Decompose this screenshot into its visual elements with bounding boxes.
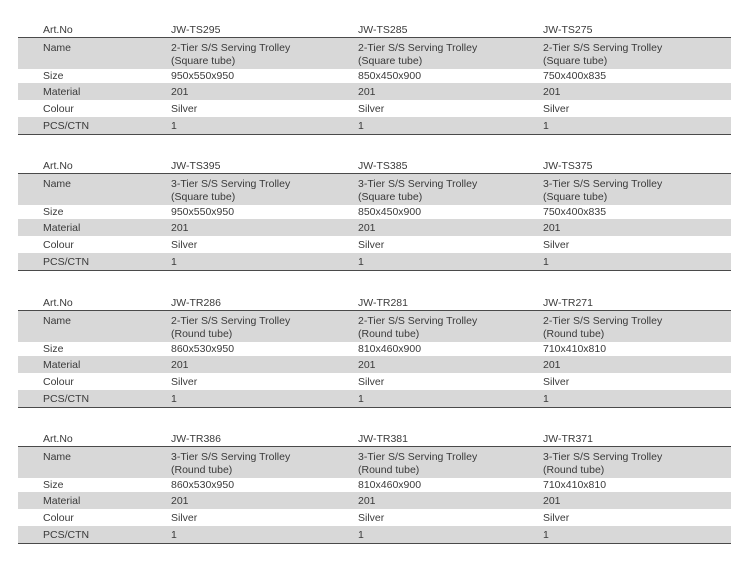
row-size (18, 478, 731, 492)
art-no-value: JW-TR271 (543, 297, 593, 309)
product-name-line1: 2-Tier S/S Serving Trolley (358, 42, 478, 54)
label-size: Size (43, 206, 64, 218)
product-name (358, 178, 477, 204)
art-no-value: JW-TS285 (358, 24, 408, 36)
product-name (171, 315, 290, 341)
row-pcs-ctn (18, 390, 731, 408)
product-name-line2: (Round tube) (171, 464, 233, 476)
pcs-ctn-value: 1 (358, 393, 364, 405)
art-no-value: JW-TS395 (171, 160, 221, 172)
label-material: Material (43, 359, 81, 371)
size-value: 950x550x950 (171, 70, 235, 82)
art-no-value: JW-TR371 (543, 433, 593, 445)
product-name (358, 451, 477, 477)
label-name: Name (43, 451, 72, 463)
size-value: 850x450x900 (358, 70, 422, 82)
size-value: 750x400x835 (543, 206, 607, 218)
material-value: 201 (171, 86, 189, 98)
product-name-line1: 3-Tier S/S Serving Trolley (171, 178, 291, 190)
label-colour: Colour (43, 376, 74, 388)
pcs-ctn-value: 1 (171, 256, 177, 268)
label-material: Material (43, 86, 81, 98)
label-art-no: Art.No (43, 24, 73, 36)
label-art-no: Art.No (43, 297, 73, 309)
art-no-value: JW-TR381 (358, 433, 408, 445)
size-value: 850x450x900 (358, 206, 422, 218)
label-name: Name (43, 315, 72, 327)
art-no-value: JW-TS275 (543, 24, 593, 36)
product-name-line1: 2-Tier S/S Serving Trolley (543, 42, 663, 54)
label-art-no: Art.No (43, 433, 73, 445)
row-colour (18, 373, 731, 390)
colour-value: Silver (358, 376, 385, 388)
product-name-line2: (Square tube) (358, 55, 423, 67)
product-name (171, 178, 290, 204)
art-no-value: JW-TS295 (171, 24, 221, 36)
product-name-line2: (Round tube) (171, 328, 233, 340)
art-no-value: JW-TS375 (543, 160, 593, 172)
row-art-no (18, 159, 731, 174)
pcs-ctn-value: 1 (543, 393, 549, 405)
product-name-line1: 3-Tier S/S Serving Trolley (171, 451, 291, 463)
size-value: 950x550x950 (171, 206, 235, 218)
pcs-ctn-value: 1 (543, 120, 549, 132)
pcs-ctn-value: 1 (543, 256, 549, 268)
product-name-line1: 3-Tier S/S Serving Trolley (358, 178, 478, 190)
label-pcs-ctn: PCS/CTN (43, 529, 90, 541)
pcs-ctn-value: 1 (171, 120, 177, 132)
product-name-line2: (Round tube) (358, 464, 420, 476)
material-value: 201 (171, 359, 189, 371)
label-name: Name (43, 42, 72, 54)
product-name-line1: 2-Tier S/S Serving Trolley (171, 42, 291, 54)
row-name (18, 311, 731, 342)
size-value: 750x400x835 (543, 70, 607, 82)
material-value: 201 (543, 86, 561, 98)
label-material: Material (43, 222, 81, 234)
product-name-line1: 3-Tier S/S Serving Trolley (543, 178, 663, 190)
product-name-line2: (Square tube) (171, 191, 236, 203)
pcs-ctn-value: 1 (171, 393, 177, 405)
row-pcs-ctn (18, 117, 731, 135)
material-value: 201 (358, 222, 376, 234)
label-size: Size (43, 70, 64, 82)
product-name (543, 42, 662, 68)
colour-value: Silver (358, 239, 385, 251)
row-name (18, 38, 731, 69)
colour-value: Silver (543, 239, 570, 251)
art-no-value: JW-TR281 (358, 297, 408, 309)
label-size: Size (43, 479, 64, 491)
size-value: 710x410x810 (543, 479, 607, 491)
row-pcs-ctn (18, 526, 731, 544)
label-name: Name (43, 178, 72, 190)
product-name (171, 42, 290, 68)
pcs-ctn-value: 1 (543, 529, 549, 541)
row-art-no (18, 296, 731, 311)
product-name-line2: (Square tube) (543, 191, 608, 203)
colour-value: Silver (171, 239, 198, 251)
size-value: 710x410x810 (543, 343, 607, 355)
row-colour (18, 236, 731, 253)
row-colour (18, 509, 731, 526)
colour-value: Silver (543, 512, 570, 524)
colour-value: Silver (358, 512, 385, 524)
label-pcs-ctn: PCS/CTN (43, 120, 90, 132)
material-value: 201 (543, 359, 561, 371)
art-no-value: JW-TR286 (171, 297, 221, 309)
row-colour (18, 100, 731, 117)
material-value: 201 (358, 495, 376, 507)
pcs-ctn-value: 1 (358, 256, 364, 268)
spec-table (18, 296, 731, 408)
row-material (18, 356, 731, 373)
colour-value: Silver (171, 376, 198, 388)
product-name (543, 451, 662, 477)
colour-value: Silver (543, 103, 570, 115)
row-size (18, 342, 731, 356)
label-colour: Colour (43, 103, 74, 115)
product-name-line2: (Round tube) (543, 328, 605, 340)
label-size: Size (43, 343, 64, 355)
size-value: 810x460x900 (358, 479, 422, 491)
row-art-no (18, 432, 731, 447)
material-value: 201 (171, 222, 189, 234)
material-value: 201 (171, 495, 189, 507)
product-name-line2: (Round tube) (543, 464, 605, 476)
row-material (18, 492, 731, 509)
product-name (543, 178, 662, 204)
row-name (18, 174, 731, 205)
label-pcs-ctn: PCS/CTN (43, 393, 90, 405)
label-pcs-ctn: PCS/CTN (43, 256, 90, 268)
colour-value: Silver (543, 376, 570, 388)
product-name-line1: 2-Tier S/S Serving Trolley (543, 315, 663, 327)
product-name-line1: 2-Tier S/S Serving Trolley (358, 315, 478, 327)
colour-value: Silver (171, 512, 198, 524)
product-name-line2: (Round tube) (358, 328, 420, 340)
spec-table (18, 432, 731, 544)
product-name (358, 42, 477, 68)
spec-table (18, 159, 731, 271)
product-name-line2: (Square tube) (358, 191, 423, 203)
label-colour: Colour (43, 239, 74, 251)
product-name-line1: 3-Tier S/S Serving Trolley (358, 451, 478, 463)
size-value: 810x460x900 (358, 343, 422, 355)
pcs-ctn-value: 1 (358, 120, 364, 132)
art-no-value: JW-TS385 (358, 160, 408, 172)
colour-value: Silver (171, 103, 198, 115)
row-art-no (18, 23, 731, 38)
product-name (171, 451, 290, 477)
pcs-ctn-value: 1 (171, 529, 177, 541)
material-value: 201 (358, 86, 376, 98)
spec-table (18, 23, 731, 135)
material-value: 201 (358, 359, 376, 371)
material-value: 201 (543, 222, 561, 234)
row-material (18, 83, 731, 100)
row-size (18, 69, 731, 83)
art-no-value: JW-TR386 (171, 433, 221, 445)
product-name-line2: (Square tube) (543, 55, 608, 67)
pcs-ctn-value: 1 (358, 529, 364, 541)
row-material (18, 219, 731, 236)
product-name-line1: 3-Tier S/S Serving Trolley (543, 451, 663, 463)
size-value: 860x530x950 (171, 343, 235, 355)
label-material: Material (43, 495, 81, 507)
product-name-line2: (Square tube) (171, 55, 236, 67)
product-name (358, 315, 477, 341)
size-value: 860x530x950 (171, 479, 235, 491)
row-name (18, 447, 731, 478)
product-name (543, 315, 662, 341)
label-colour: Colour (43, 512, 74, 524)
row-pcs-ctn (18, 253, 731, 271)
row-size (18, 205, 731, 219)
label-art-no: Art.No (43, 160, 73, 172)
product-name-line1: 2-Tier S/S Serving Trolley (171, 315, 291, 327)
colour-value: Silver (358, 103, 385, 115)
material-value: 201 (543, 495, 561, 507)
